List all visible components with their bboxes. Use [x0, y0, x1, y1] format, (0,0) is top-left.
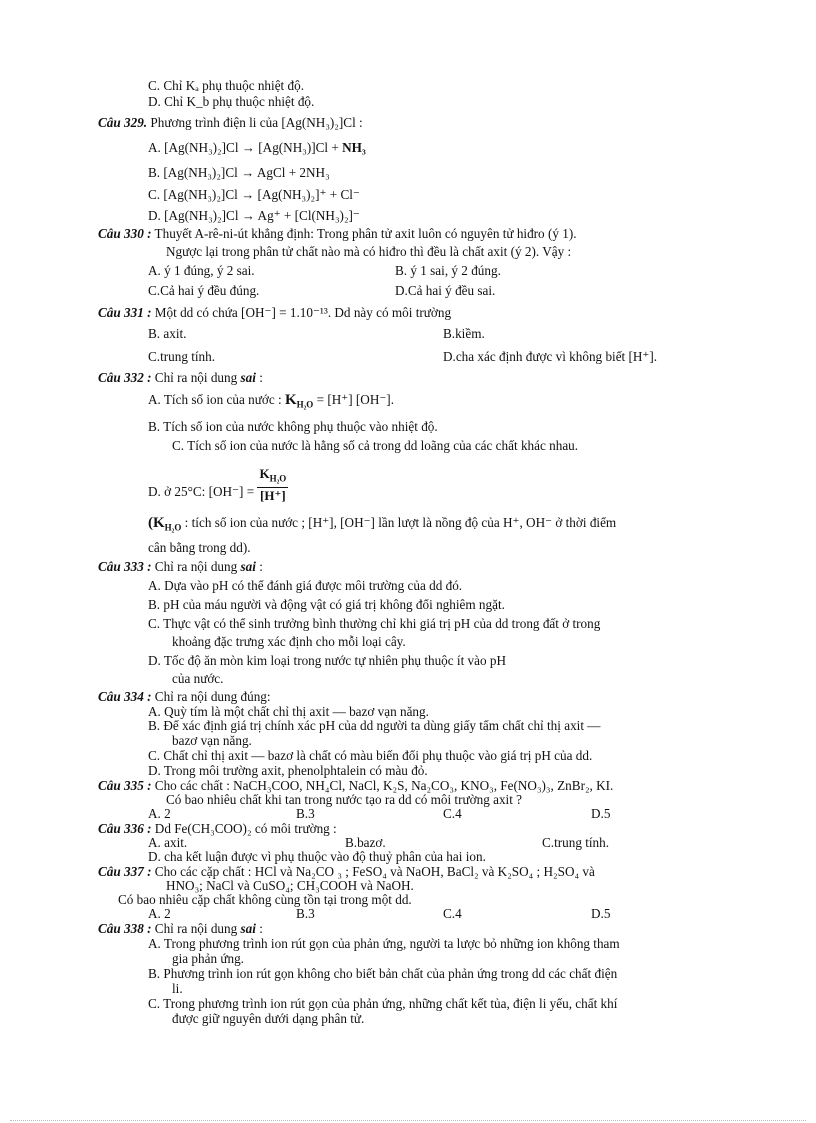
- question-text: Phương trình điện li của [Ag(NH₃)₂]Cl :: [147, 115, 363, 130]
- note-line: [148, 515, 616, 536]
- fraction: [257, 466, 288, 504]
- question-text: Cho các cặp chất : HCl và Na₂CO ₃ ; FeSO₄ và NaOH, BaCl₂ và K₂SO₄ ; H₂SO₄ và: [151, 864, 595, 879]
- question-329: [98, 115, 363, 130]
- question-text-cont: HNO₃; NaCl và CuSO₄; CH₃COOH và NaOH.: [166, 878, 414, 893]
- option-line: B.3: [296, 906, 315, 921]
- question-text: Chỉ ra nội dung: [151, 921, 241, 936]
- option-line: C.trung tính.: [542, 835, 610, 850]
- note-line: cân bằng trong dd).: [148, 540, 251, 555]
- option-line: C.Cả hai ý đều đúng.: [148, 283, 260, 298]
- page-footer-divider: [10, 1120, 806, 1121]
- question-text: Chỉ ra nội dung: [151, 370, 241, 385]
- question-text-cont: Có bao nhiêu chất khi tan trong nước tạo ra dd có môi trường axit ?: [166, 792, 523, 807]
- option-text: A. Tích số ion của nước :: [148, 392, 282, 407]
- option-line: [148, 140, 366, 155]
- fraction-num-sub: H₂O: [269, 473, 287, 484]
- option-line: A. Trong phương trình ion rút gọn của phản ứng, người ta lược bỏ những ion không tham: [148, 936, 620, 951]
- question-label: Câu 334 :: [98, 689, 152, 704]
- question-text: Dd Fe(CH₃COO)₂ có môi trường :: [151, 821, 337, 836]
- option-line: D. Chỉ K_b phụ thuộc nhiệt độ.: [148, 94, 315, 109]
- option-line: D. Trong môi trường axit, phenolphtalein có màu đỏ.: [148, 763, 428, 778]
- option-line: li.: [172, 981, 183, 996]
- question-338: [98, 921, 263, 936]
- question-label: Câu 338 :: [98, 921, 152, 936]
- fraction-num: K: [259, 466, 270, 481]
- k-symbol: (K: [148, 515, 165, 531]
- question-text: Thuyết A-rê-ni-út khẳng định: Trong phân tử axit luôn có nguyên tử hiđro (ý 1).: [151, 226, 577, 241]
- option-line: C. Trong phương trình ion rút gọn của phản ứng, những chất kết tủa, điện li yếu, chất khí: [148, 996, 618, 1011]
- question-label: Câu 329.: [98, 115, 148, 130]
- option-line: C. Chỉ Kₐ phụ thuộc nhiệt độ.: [148, 78, 304, 93]
- option-line: D.5: [591, 806, 611, 821]
- option-line: D. cha kết luận được vì phụ thuộc vào độ thuỷ phân của hai ion.: [148, 849, 486, 864]
- option-line: [148, 392, 394, 413]
- question-text: Chỉ ra nội dung: [151, 559, 241, 574]
- k-subscript: H₂O: [296, 399, 314, 410]
- question-335: [98, 778, 613, 793]
- option-line: D.5: [591, 906, 611, 921]
- question-text: Chỉ ra nội dung đúng:: [151, 689, 271, 704]
- question-label: Câu 336 :: [98, 821, 152, 836]
- colon: :: [255, 921, 263, 936]
- question-text: Một dd có chứa [OH⁻] = 1.10⁻¹³. Dd này có môi trường: [151, 305, 452, 320]
- option-line: C. Chất chỉ thị axit — bazơ là chất có màu biến đổi phụ thuộc vào giá trị pH của dd.: [148, 748, 593, 763]
- question-label: Câu 331 :: [98, 305, 152, 320]
- question-label: Câu 330 :: [98, 226, 152, 241]
- option-line: C.trung tính.: [148, 349, 216, 364]
- option-line: của nước.: [172, 671, 224, 686]
- option-line: B.bazơ.: [345, 835, 386, 850]
- option-line: A. 2: [148, 806, 171, 821]
- option-line: A. ý 1 đúng, ý 2 sai.: [148, 263, 255, 278]
- fraction-den: [H⁺]: [260, 487, 286, 503]
- question-331: [98, 305, 451, 320]
- option-line: B.kiềm.: [443, 326, 485, 341]
- option-line: A. Quỳ tím là một chất chỉ thị axit — bazơ vạn năng.: [148, 704, 429, 719]
- question-334: [98, 689, 271, 704]
- option-line: gia phản ứng.: [172, 951, 244, 966]
- option-line: bazơ vạn năng.: [172, 733, 252, 748]
- option-line: C. Thực vật có thể sinh trưởng bình thường chỉ khi giá trị pH của dd trong đất ở trong: [148, 616, 601, 631]
- question-text-cont: Ngược lại trong phân tử chất nào mà có hiđro thì đều là chất axit (ý 2). Vậy :: [166, 244, 572, 259]
- question-label: Câu 332 :: [98, 370, 152, 385]
- option-line: B. [Ag(NH₃)₂]Cl → AgCl + 2NH₃: [148, 165, 330, 180]
- option-line: C. [Ag(NH₃)₂]Cl → [Ag(NH₃)₂]⁺ + Cl⁻: [148, 187, 360, 202]
- question-label: Câu 335 :: [98, 778, 152, 793]
- option-line: C.4: [443, 906, 462, 921]
- option-line: khoảng đặc trưng xác định cho mỗi loại cây.: [172, 634, 406, 649]
- option-line: B.3: [296, 806, 315, 821]
- option-line: C. Tích số ion của nước là hằng số cả trong dd loãng của các chất khác nhau.: [172, 438, 579, 453]
- colon: :: [255, 559, 263, 574]
- option-line: A. Dựa vào pH có thể đánh giá được môi trường của dd đó.: [148, 578, 463, 593]
- emphasis-sai: sai: [240, 559, 256, 574]
- question-336: [98, 821, 337, 836]
- option-line: D.cha xác định được vì không biết [H⁺].: [443, 349, 658, 364]
- colon: :: [255, 370, 263, 385]
- question-text-cont: Có bao nhiêu cặp chất không cùng tồn tại trong một dd.: [118, 892, 412, 907]
- option-text: A. [Ag(NH₃)₂]Cl → [Ag(NH₃)]Cl +: [148, 140, 339, 155]
- option-line: [148, 466, 288, 512]
- option-line: D. Tốc độ ăn mòn kim loại trong nước tự nhiên phụ thuộc ít vào pH: [148, 653, 506, 668]
- question-337: [98, 864, 595, 879]
- option-line: A. axit.: [148, 835, 188, 850]
- option-line: B. axit.: [148, 326, 187, 341]
- option-line: B. Phương trình ion rút gọn không cho biết bản chất của phản ứng trong dd các chất điện: [148, 966, 618, 981]
- nh3-formula: NH₃: [342, 140, 366, 155]
- emphasis-sai: sai: [240, 921, 256, 936]
- question-330: [98, 226, 577, 241]
- option-line: B. ý 1 sai, ý 2 đúng.: [395, 263, 501, 278]
- note-text: : tích số ion của nước ; [H⁺], [OH⁻] lần lượt là nồng độ của H⁺, OH⁻ ở thời điểm: [181, 515, 617, 530]
- option-line: D.Cả hai ý đều sai.: [395, 283, 496, 298]
- option-line: A. 2: [148, 906, 171, 921]
- emphasis-sai: sai: [240, 370, 256, 385]
- k-symbol: K: [284, 392, 297, 408]
- option-line: C.4: [443, 806, 462, 821]
- option-line: B. Để xác định giá trị chính xác pH của dd người ta dùng giấy tẩm chất chỉ thị axit —: [148, 718, 601, 733]
- option-line: D. [Ag(NH₃)₂]Cl → Ag⁺ + [Cl(NH₃)₂]⁻: [148, 208, 360, 223]
- question-text: Cho các chất : NaCH₃COO, NH₄Cl, NaCl, K₂S, Na₂CO₃, KNO₃, Fe(NO₃)₃, ZnBr₂, KI.: [151, 778, 614, 793]
- k-subscript: H₂O: [164, 522, 182, 533]
- option-text: D. ở 25°C: [OH⁻] =: [148, 483, 255, 499]
- question-label: Câu 337 :: [98, 864, 152, 879]
- question-label: Câu 333 :: [98, 559, 152, 574]
- question-332: [98, 370, 263, 385]
- option-text: = [H⁺] [OH⁻].: [313, 392, 394, 407]
- option-line: B. Tích số ion của nước không phụ thuộc vào nhiệt độ.: [148, 419, 438, 434]
- option-line: được giữ nguyên dưới dạng phân tử.: [172, 1011, 365, 1026]
- question-333: [98, 559, 263, 574]
- option-line: B. pH của máu người và động vật có giá trị không đổi nghiêm ngặt.: [148, 597, 505, 612]
